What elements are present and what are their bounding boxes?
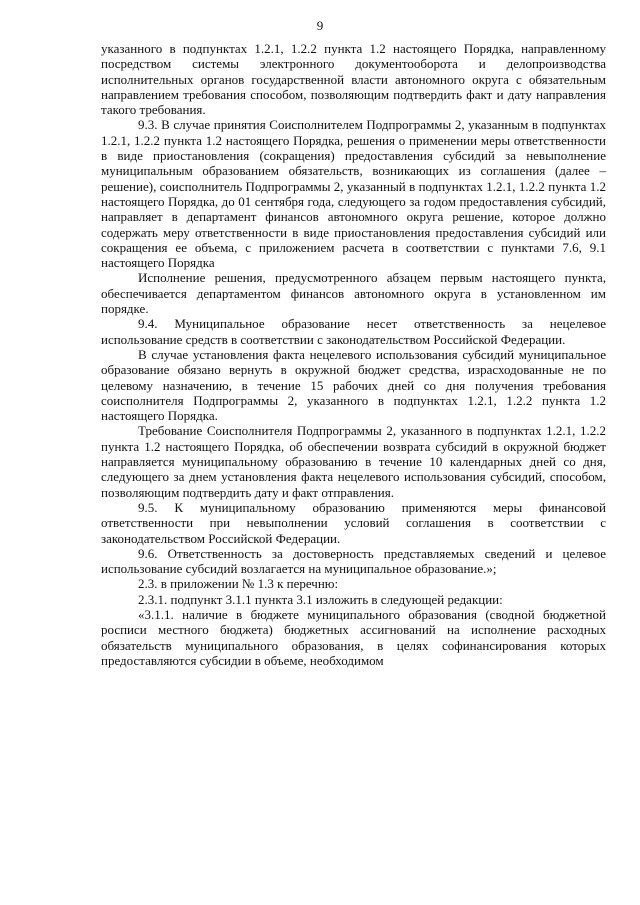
paragraph: 2.3.1. подпункт 3.1.1 пункта 3.1 изложить в следующей редакции: xyxy=(138,591,503,607)
paragraph: 9.3. В случае принятия Соисполнителем Подпрограммы 2, указанным в подпунктах 1.2.1, 1.2.2 пункта 1.2 настоящего Порядка, решения о применении меры ответственности в виде приостановления (сокращения) предоставления субсидий за невыполнение муниципальным образованием обязательств, возникающих из соглашения (далее – решение), соисполнитель Подпрограммы 2, указанный в подпунктах 1.2.1, 1.2.2 пункта 1.2 настоящего Порядка, до 01 сентября года, следующего за годом предоставления субсидий, направляет в департамент финансов автономного округа решение, которое должно содержать меру ответственности в виде приостановления предоставления субсидий или сокращения ее объема, с приложением расчета в соответствии с пунктами 7.6, 9.1 настоящего Порядка xyxy=(101,117,606,271)
paragraph: В случае установления факта нецелевого использования субсидий муниципальное образование обязано вернуть в окружной бюджет средства, израсходованные не по целевому назначению, в течение 15 рабочих дней со дня получения требования соисполнителя Подпрограммы 2, указанного в подпунктах 1.2.1, 1.2.2 пункта 1.2 настоящего Порядка. xyxy=(101,346,606,424)
paragraph: Исполнение решения, предусмотренного абзацем первым настоящего пункта, обеспечивается департаментом финансов автономного округа в установленном им порядке. xyxy=(101,270,606,317)
paragraph: 2.3. в приложении № 1.3 к перечню: xyxy=(138,576,339,592)
paragraph: «3.1.1. наличие в бюджете муниципального образования (сводной бюджетной росписи местного бюджета) бюджетных ассигнований на исполнение расходных обязательств муниципального образования, в целях софинансирования которых предоставляются субсидии в объеме, необходимом xyxy=(101,606,606,668)
paragraph: Требование Соисполнителя Подпрограммы 2, указанного в подпунктах 1.2.1, 1.2.2 пункта 1.2 настоящего Порядка, об обеспечении возврата субсидий в окружной бюджет направляется муниципальному образованию в течение 10 календарных дней со дня, следующего за днем установления факта нецелевого использования субсидий, способом, позволяющим подтвердить дату и факт отправления. xyxy=(101,423,606,500)
paragraph: 9.5. К муниципальному образованию применяются меры финансовой ответственности при невыполнении условий соглашения в соответствии с законодательством Российской Федерации. xyxy=(101,499,606,546)
document-body xyxy=(101,41,606,668)
page-number: 9 xyxy=(316,18,324,33)
paragraph: указанного в подпунктах 1.2.1, 1.2.2 пункта 1.2 настоящего Порядка, направленному посредством системы электронного документооборота и делопроизводства исполнительных органов государственной власти автономного округа с обязательным направлением требования способом, позволяющим подтвердить факт и дату направления такого требования. xyxy=(101,41,606,118)
paragraph: 9.6. Ответственность за достоверность представляемых сведений и целевое использование субсидий возлагается на муниципальное образование.»; xyxy=(101,545,606,577)
paragraph: 9.4. Муниципальное образование несет ответственность за нецелевое использование средств в соответствии с законодательством Российской Федерации. xyxy=(101,316,606,347)
